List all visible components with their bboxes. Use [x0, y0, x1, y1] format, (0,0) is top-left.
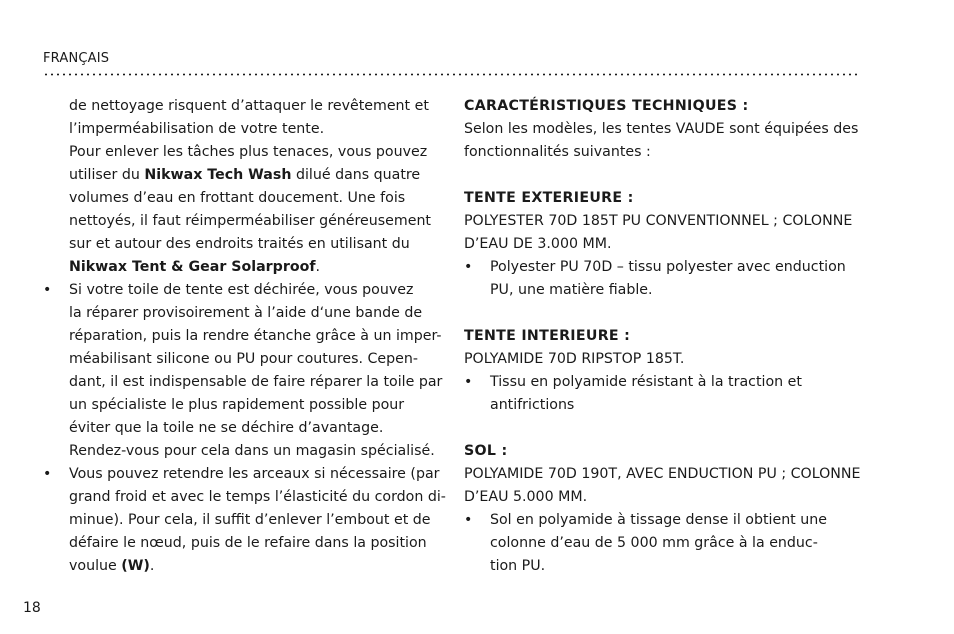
text-run: voulue [69, 558, 122, 574]
page-number: 18 [23, 600, 41, 616]
text-line: réparation, puis la rendre étanche grâce à un imper- [69, 328, 442, 344]
text-line: méabilisant silicone ou PU pour coutures. Cepen- [69, 351, 418, 367]
text-run: utiliser du [69, 167, 145, 183]
bullet-icon: • [43, 466, 52, 482]
right-column [464, 95, 864, 578]
text-line: Pour enlever les tâches plus tenaces, vous pouvez [69, 144, 428, 160]
text-line: de nettoyage risquent d’attaquer le revêtement et [69, 98, 429, 114]
text-line: fonctionnalités suivantes : [464, 144, 651, 160]
spacer [464, 164, 864, 187]
text-line: volumes d’eau en frottant doucement. Une fois [69, 190, 406, 206]
bullet-icon: • [464, 512, 473, 528]
section-heading-tech: CARACTÉRISTIQUES TECHNIQUES : [464, 98, 749, 114]
bullet-line [43, 463, 443, 486]
spacer [464, 302, 864, 325]
text-run: dilué dans quatre [291, 167, 421, 183]
product-name: Nikwax Tent & Gear Solarproof [69, 259, 316, 275]
text-line: sur et autour des endroits traités en utilisant du [69, 236, 410, 252]
bullet-line [464, 256, 864, 279]
bullet-line [464, 509, 864, 532]
bullet-line [464, 371, 864, 394]
text-line: nettoyés, il faut réimperméabiliser généreusement [69, 213, 431, 229]
text-line: colonne d’eau de 5 000 mm grâce à la enduc- [490, 535, 818, 551]
text-line: Selon les modèles, les tentes VAUDE sont équipées des [464, 121, 859, 137]
dotted-divider [43, 73, 859, 76]
text-line: un spécialiste le plus rapidement possible pour [69, 397, 405, 413]
text-line: PU, une matière fiable. [490, 282, 653, 298]
bullet-icon: • [43, 282, 52, 298]
section-heading-floor: SOL : [464, 443, 508, 459]
text-line: l’imperméabilisation de votre tente. [69, 121, 325, 137]
text-line: minue). Pour cela, il suffit d’enlever l’embout et de [69, 512, 431, 528]
text-run: Si votre toile de tente est déchirée, vous pouvez [69, 282, 414, 298]
text-line [43, 555, 443, 578]
section-heading-exterior: TENTE EXTERIEURE : [464, 190, 634, 206]
text-run: Vous pouvez retendre les arceaux si nécessaire (par [69, 466, 440, 482]
text-line: la réparer provisoirement à l’aide d‘une bande de [69, 305, 423, 321]
text-run: . [315, 259, 321, 275]
language-label: FRANÇAIS [43, 51, 110, 66]
text-line: défaire le nœud, puis de le refaire dans la position [69, 535, 427, 551]
section-heading-interior: TENTE INTERIEURE : [464, 328, 631, 344]
text-line: D’EAU DE 3.000 MM. [464, 236, 612, 252]
text-line [43, 256, 443, 279]
text-run: Tissu en polyamide résistant à la traction et [490, 374, 802, 390]
text-line: éviter que la toile ne se déchire d’avantage. [69, 420, 384, 436]
bullet-icon: • [464, 259, 473, 275]
text-run: . [149, 558, 155, 574]
text-line: grand froid et avec le temps l’élasticité du cordon di- [69, 489, 446, 505]
text-line: dant, il est indispensable de faire réparer la toile par [69, 374, 443, 390]
product-name: Nikwax Tech Wash [144, 167, 292, 183]
bullet-line [43, 279, 443, 302]
text-line: tion PU. [490, 558, 546, 574]
text-line: antifrictions [490, 397, 575, 413]
text-line: Rendez-vous pour cela dans un magasin spécialisé. [69, 443, 435, 459]
spacer [464, 417, 864, 440]
figure-reference: (W) [121, 558, 150, 574]
text-line: POLYESTER 70D 185T PU CONVENTIONNEL ; COLONNE [464, 213, 853, 229]
text-run: Sol en polyamide à tissage dense il obtient une [490, 512, 827, 528]
text-run: Polyester PU 70D – tissu polyester avec enduction [490, 259, 846, 275]
text-line: POLYAMIDE 70D RIPSTOP 185T. [464, 351, 685, 367]
left-column [43, 95, 446, 578]
text-line [43, 164, 443, 187]
text-line: D’EAU 5.000 MM. [464, 489, 588, 505]
text-line: POLYAMIDE 70D 190T, AVEC ENDUCTION PU ; COLONNE [464, 466, 861, 482]
bullet-icon: • [464, 374, 473, 390]
